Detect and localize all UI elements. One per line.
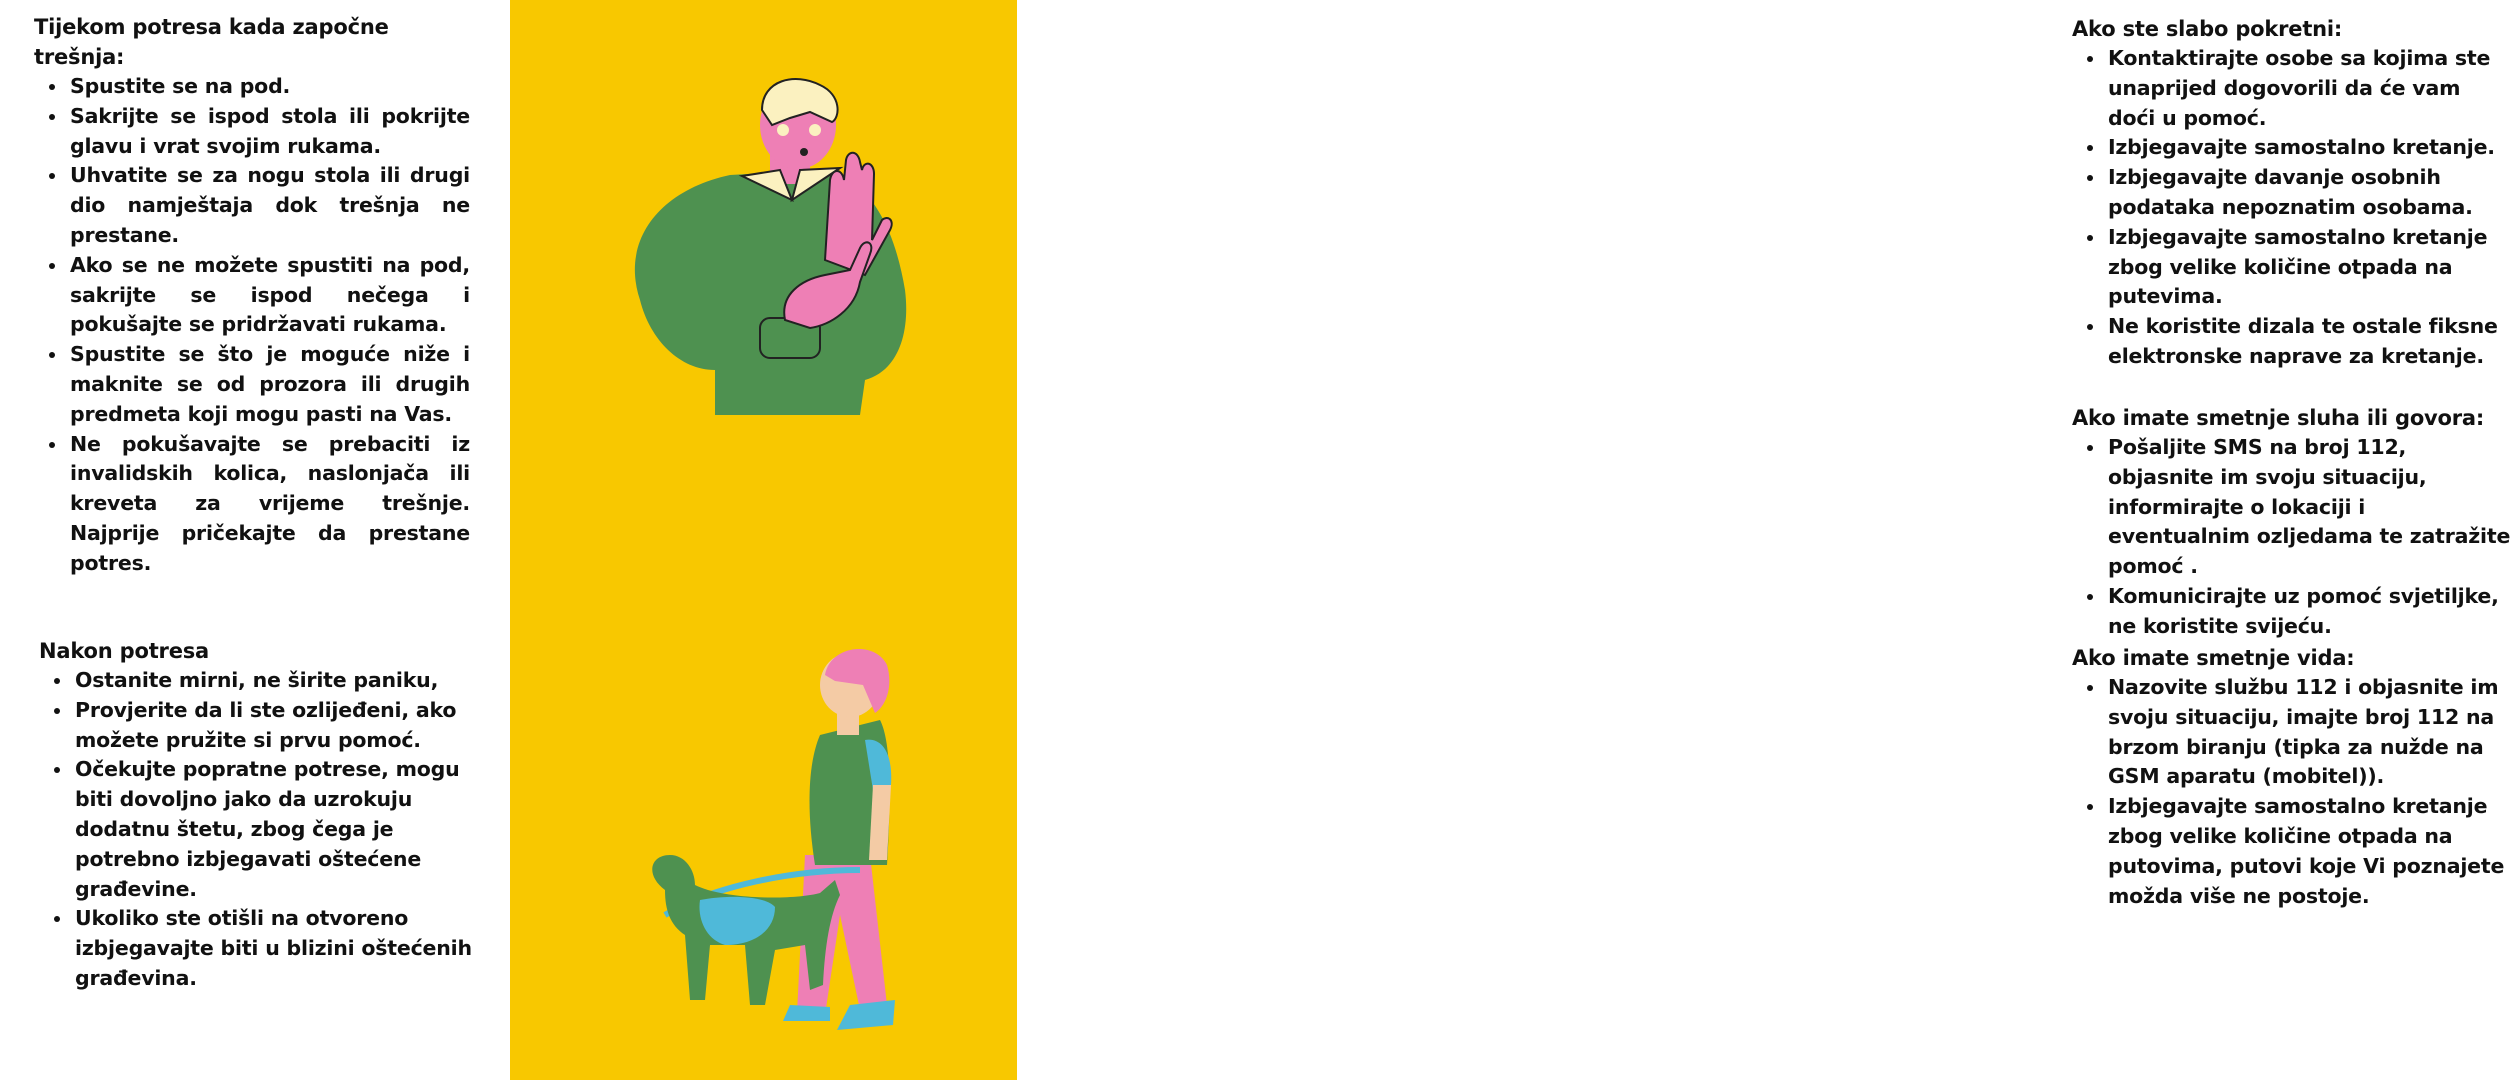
list-item: Uhvatite se za nogu stola ili drugi dio namještaja dok trešnja ne prestane.	[70, 161, 470, 250]
list-item: Očekujte popratne potrese, mogu biti dovoljno jako da uzrokuju dodatnu štetu, zbog čega je potrebno izbjegavati oštećene građevine.	[75, 755, 479, 904]
during-earthquake-section	[34, 12, 470, 579]
list-item: Ne koristite dizala te ostale fiksne elektronske naprave za kretanje.	[2108, 312, 2502, 372]
man-gesture-illustration	[620, 70, 920, 420]
list-item: Provjerite da li ste ozlijeđeni, ako možete pružite si prvu pomoć.	[75, 696, 479, 756]
after-list	[39, 666, 479, 994]
list-item: Komunicirajte uz pomoć svjetiljke, ne koristite svijeću.	[2108, 582, 2512, 642]
vision-section	[2072, 643, 2512, 911]
mobility-list	[2072, 44, 2502, 372]
during-list	[34, 72, 470, 579]
after-heading: Nakon potresa	[39, 639, 210, 663]
illustration-panel	[510, 0, 1017, 1080]
right-column	[1017, 0, 2511, 1080]
list-item: Izbjegavajte samostalno kretanje zbog velike količine otpada na putevima.	[2108, 223, 2502, 312]
during-heading: Tijekom potresa kada započne trešnja:	[34, 15, 389, 69]
list-item: Spustite se na pod.	[70, 72, 470, 102]
mobility-heading: Ako ste slabo pokretni:	[2072, 17, 2343, 41]
list-item: Izbjegavajte samostalno kretanje zbog velike količine otpada na putovima, putovi koje Vi poznajete možda više ne postoje.	[2108, 792, 2512, 911]
list-item: Pošaljite SMS na broj 112, objasnite im svoju situaciju, informirajte o lokaciji i eventualnim ozljedama te zatražite pomoć .	[2108, 433, 2512, 582]
list-item: Nazovite službu 112 i objasnite im svoju situaciju, imajte broj 112 na brzom biranju (tipka za nužde na GSM aparatu (mobitel)).	[2108, 673, 2512, 792]
vision-heading: Ako imate smetnje vida:	[2072, 646, 2355, 670]
vision-list	[2072, 673, 2512, 911]
list-item: Kontaktirajte osobe sa kojima ste unaprijed dogovorili da će vam doći u pomoć.	[2108, 44, 2502, 133]
hearing-speech-section	[2072, 403, 2512, 642]
list-item: Ne pokušavajte se prebaciti iz invalidskih kolica, naslonjača ili kreveta za vrijeme trešnje. Najprije pričekajte da prestane potres.	[70, 430, 470, 579]
list-item: Spustite se što je moguće niže i maknite se od prozora ili drugih predmeta koji mogu pasti na Vas.	[70, 340, 470, 429]
list-item: Ako se ne možete spustiti na pod, sakrijte se ispod nečega i pokušajte se pridržavati rukama.	[70, 251, 470, 340]
left-column	[0, 0, 510, 1080]
after-earthquake-section	[39, 636, 479, 994]
list-item: Sakrijte se ispod stola ili pokrijte glavu i vrat svojim rukama.	[70, 102, 470, 162]
list-item: Izbjegavajte samostalno kretanje.	[2108, 133, 2502, 163]
list-item: Izbjegavajte davanje osobnih podataka nepoznatim osobama.	[2108, 163, 2502, 223]
list-item: Ostanite mirni, ne širite paniku,	[75, 666, 479, 696]
hearing-list	[2072, 433, 2512, 642]
person-with-guide-dog-illustration	[625, 645, 905, 1045]
limited-mobility-section	[2072, 14, 2502, 372]
list-item: Ukoliko ste otišli na otvoreno izbjegavajte biti u blizini oštećenih građevina.	[75, 904, 479, 993]
hearing-heading: Ako imate smetnje sluha ili govora:	[2072, 406, 2485, 430]
